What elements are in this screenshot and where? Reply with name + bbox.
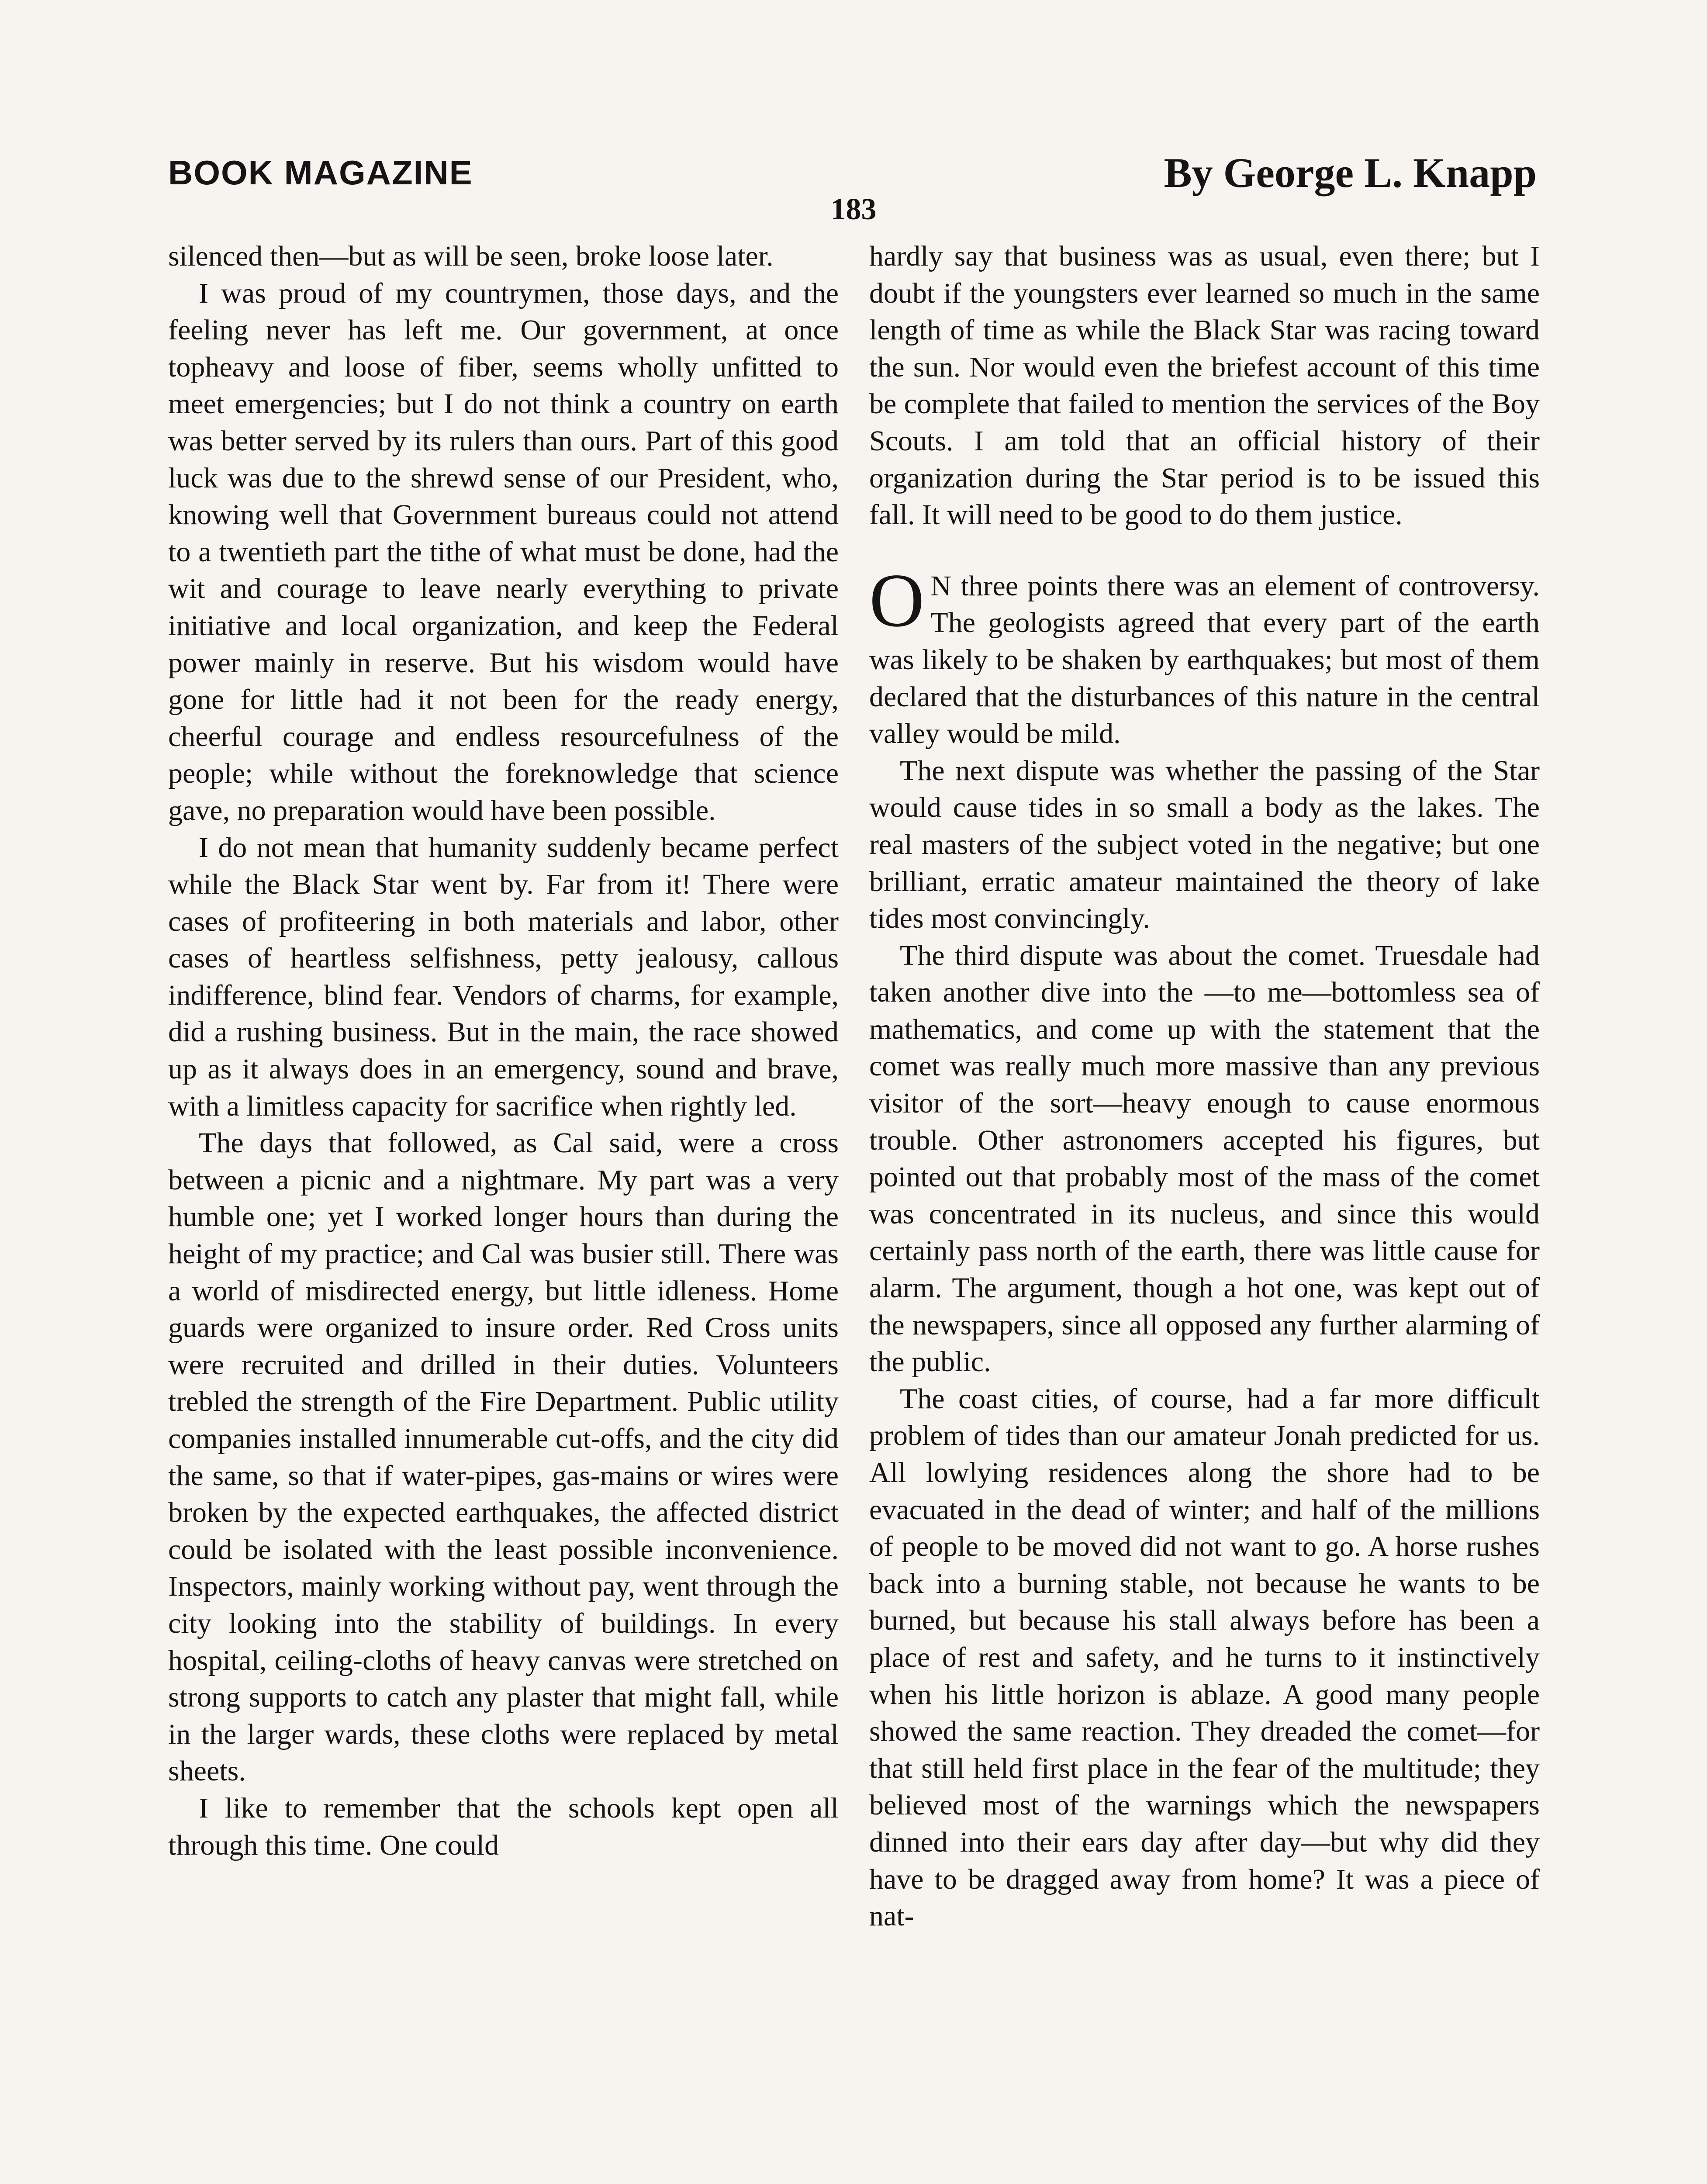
paragraph: The next dispute was whether the passing of the Star would cause tides in so small a body as the lakes. The real masters of the subject voted in the negative; but one brilliant, erratic amateur maintained the theory of lake tides most convincingly. — [869, 754, 1540, 935]
paragraph: hardly say that business was as usual, even there; but I doubt if the youngsters ever learned so much in the same length of time as while the Black Star was racing toward the sun. Nor would even the briefest account of this time be complete that failed to mention the services of the Boy Scouts. I am told that an official history of their organization during the Star period is to be issued this fall. It will need to be good to do them justice. — [869, 240, 1540, 531]
author-byline: By George L. Knapp — [1164, 149, 1537, 196]
paragraph: silenced then—but as will be seen, broke loose later. — [168, 240, 774, 272]
paragraph: The days that followed, as Cal said, were a cross between a picnic and a nightmare. My part was a very humble one; yet I worked longer hours than during the height of my practice; and Cal was busier still. There was a world of misdirected energy, but little idleness. Home guards were organized to insure order. Red Cross units were recruited and drilled in their duties. Volunteers trebled the strength of the Fire Department. Public utility companies installed innumerable cut-offs, and the city did the same, so that if water-pipes, gas-mains or wires were broken by the expected earthquakes, the affected district could be isolated with the least possible inconvenience. Inspectors, mainly working without pay, went through the city looking into the stability of buildings. In every hospital, ceiling-cloths of heavy canvas were stretched on strong supports to catch any plaster that might fall, while in the larger wards, these cloths were replaced by metal sheets. — [168, 1127, 839, 1787]
section-opening-paragraph — [869, 557, 1540, 753]
left-column — [168, 238, 839, 1864]
paragraph: I do not mean that humanity suddenly became perfect while the Black Star went by. Far from it! There were cases of profiteering in both materials and labor, other cases of heartless selfishness, petty jealousy, callous indifference, blind fear. Vendors of charms, for example, did a rushing business. But in the main, the race showed up as it always does in an emergency, sound and brave, with a limitless capacity for sacrifice when rightly led. — [168, 831, 839, 1122]
paragraph: The third dispute was about the comet. Truesdale had taken another dive into the —to me—bottomless sea of mathematics, and come up with the statement that the comet was really much more massive than any previous visitor of the sort—heavy enough to cause enormous trouble. Other astronomers accepted his figures, but pointed out that probably most of the mass of the comet was concentrated in its nucleus, and since this would certainly pass north of the earth, there was little cause for alarm. The argument, though a hot one, was kept out of the newspapers, since all opposed any further alarming of the public. — [869, 939, 1540, 1378]
paragraph: I like to remember that the schools kept open all through this time. One could — [168, 1792, 839, 1861]
publication-title: BOOK MAGAZINE — [168, 153, 473, 192]
drop-cap-paragraph-text: N three points there was an element of controversy. The geologists agreed that every part of the earth was likely to be shaken by earthquakes; but most of them declared that the disturbances of this nature in the central valley would be mild. — [869, 570, 1540, 750]
drop-cap: O — [869, 557, 925, 643]
paragraph: The coast cities, of course, had a far more difficult problem of tides than our amateur Jonah predicted for us. All lowlying residences along the shore had to be evacuated in the dead of winter; and half of the millions of people to be moved did not want to go. A horse rushes back into a burning stable, not because he wants to be burned, but because his stall always before has been a place of rest and safety, and he turns to it instinctively when his little horizon is ablaze. A good many people showed the same reaction. They dreaded the comet—for that still held first place in the fear of the multitude; they believed most of the warnings which the newspapers dinned into their ears day after day—but why did they have to be dragged away from home? It was a piece of nat- — [869, 1382, 1540, 1932]
paragraph: I was proud of my countrymen, those days, and the feeling never has left me. Our government, at once topheavy and loose of fiber, seems wholly unfitted to meet emergencies; but I do not think a country on earth was better served by its rulers than ours. Part of this good luck was due to the shrewd sense of our President, who, knowing well that Government bureaus could not attend to a twentieth part the tithe of what must be done, had the wit and courage to leave nearly everything to private initiative and local organization, and keep the Federal power mainly in reserve. But his wisdom would have gone for little had it not been for the ready energy, cheerful courage and endless resourcefulness of the people; while without the foreknowledge that science gave, no preparation would have been possible. — [168, 277, 839, 826]
page-number: 183 — [830, 193, 877, 226]
right-column — [869, 238, 1540, 1935]
